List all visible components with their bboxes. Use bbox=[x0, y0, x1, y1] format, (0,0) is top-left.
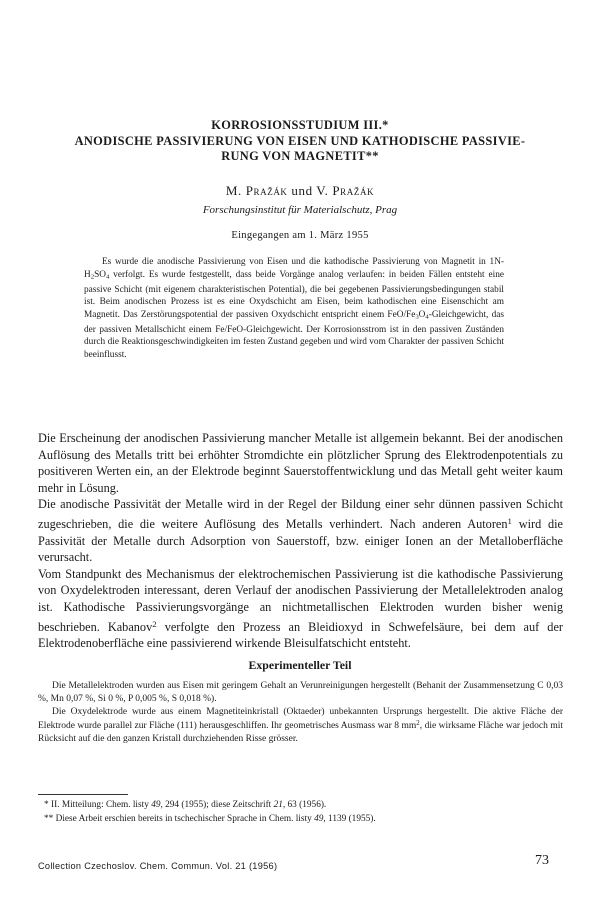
author-1-initial: M. bbox=[225, 183, 246, 198]
abstract bbox=[84, 256, 504, 361]
experimental-paragraph-2 bbox=[38, 706, 563, 746]
volume-number: 21, bbox=[273, 800, 286, 810]
footnote-text: Diese Arbeit erschien bereits in tschechischer Sprache in Chem. listy bbox=[55, 813, 315, 824]
experimental-text: Die Oxydelektrode wurde aus einem Magnetiteinkristall (Oktaeder) unbekannten Ursprungs hergestellt. Die aktive Fläche der Elektrode wurde parallel zur Fläche (111) herausgeschliffen. Ihr geometrisches Ausmass war 8 mm bbox=[38, 706, 563, 732]
volume-number: 49, bbox=[151, 800, 163, 810]
footnote-divider bbox=[38, 794, 128, 795]
body-text-span: Vom Standpunkt des Mechanismus der elektrochemischen Passivierung ist die kathodische Passivierung von Oxydelektroden interessant, deren Verlauf der anodischen Passivierung der Metallelektroden analog ist. Kathodische Passivierungsvorgänge an nichtmetallischen Elektroden wurden bisher wenig beschrieben. Kabanov bbox=[38, 566, 563, 634]
author-connector: und bbox=[287, 183, 317, 198]
footnote-text: 63 (1956). bbox=[285, 800, 327, 810]
abstract-text: verfolgt. Es wurde festgestellt, dass beide Vorgänge analog verlaufen: in beiden Fällen entsteht eine passive Schicht (mit eigenem charakteristischen Potential), die bei gegebenen Passivierungsbedingungen stabil ist. Beim anodischen Prozess ist es eine Oxydschicht am Eisen, beim kathodischen eine Eisenschicht am Magnetit. Das Zerstörungspotential der passiven Oxydschicht entspricht einem FeO/Fe bbox=[84, 269, 504, 320]
footnote-text: 1139 (1955). bbox=[325, 813, 376, 824]
footnote-text: 294 (1955); diese Zeitschrift bbox=[162, 800, 274, 810]
title-line-3: RUNG VON MAGNETIT** bbox=[221, 149, 379, 163]
abstract-text: -Gleichgewicht, das der passiven Metallschicht einem Fe/FeO-Gleichgewicht. Der Korrosionsstrom ist in den passiven Zuständen durch die Reaktionsgeschwindigkeiten im festen Zustand gegeben und wird vom Charakter der passiven Schicht beeinflusst. bbox=[84, 309, 504, 360]
superscript: 2 bbox=[416, 720, 420, 728]
footnotes bbox=[44, 799, 563, 826]
author-1-surname: Pražák bbox=[245, 183, 288, 198]
title-line-1: KORROSIONSSTUDIUM III.* bbox=[211, 118, 389, 132]
footnote-2 bbox=[44, 813, 563, 827]
footnote-text: II. Mitteilung: Chem. listy bbox=[50, 800, 152, 810]
body-paragraph-1: Die Erscheinung der anodischen Passivierung mancher Metalle ist allgemein bekannt. Bei der anodischen Auflösung des Metalls tritt bei erhöhter Stromdichte ein plötzlicher Sprung des Elektrodenpotentials zu positiveren Werten ein, an der Elektrode beginnt Sauerstoffentwicklung und das Metall geht weiter kaum mehr in Lösung. bbox=[38, 431, 563, 495]
section-heading: Experimenteller Teil bbox=[248, 658, 352, 672]
volume-number: 49, bbox=[314, 813, 326, 824]
body-text-span: verfolgte den Prozess an Bleidioxyd in Schwefelsäure, bei dem auf der Elektrodenoberfläche eine passivierend wirkende Bleisulfatschicht entsteht. bbox=[38, 619, 563, 651]
article-title bbox=[20, 118, 580, 165]
author-2-surname: Pražák bbox=[332, 183, 375, 198]
subscript: 4 bbox=[105, 273, 110, 281]
abstract-paragraph bbox=[84, 256, 504, 361]
received-date: Eingegangen am 1. März 1955 bbox=[231, 230, 369, 241]
experimental-paragraph-1: Die Metallelektroden wurden aus Eisen mit geringem Gehalt an Verunreinigungen hergestellt (Behanit der Zusammensetzung C 0,03 %, Mn 0,07 %, Si 0 %, P 0,005 %, S 0,018 %). bbox=[38, 681, 563, 704]
institute: Forschungsinstitut für Materialschutz, Prag bbox=[202, 204, 398, 216]
authors bbox=[0, 183, 600, 199]
footnote-mark: * bbox=[44, 800, 51, 810]
title-line-2: ANODISCHE PASSIVIERUNG VON EISEN UND KATHODISCHE PASSIVIE- bbox=[74, 133, 526, 148]
reference-mark: 1 bbox=[507, 515, 512, 526]
journal-footer: Collection Czechoslov. Chem. Commun. Vol. 21 (1956) bbox=[38, 861, 278, 871]
experimental-text: , die wirksame Fläche war jedoch mit Rücksicht auf die den ganzen Kristall durchziehenden Risse grösser. bbox=[38, 721, 564, 745]
body-paragraph-2 bbox=[38, 496, 563, 565]
body-paragraph-3 bbox=[38, 566, 563, 652]
footnote-mark: ** bbox=[44, 813, 56, 824]
body-text bbox=[38, 430, 563, 652]
reference-mark: 2 bbox=[152, 618, 157, 629]
author-2-initial: V. bbox=[316, 183, 333, 198]
abstract-text: Es wurde die anodische Passivierung von Eisen und die kathodische Passivierung von Magnetit in 1N-H bbox=[84, 257, 504, 280]
subscript: 3 bbox=[415, 313, 419, 321]
footnote-1 bbox=[44, 799, 563, 813]
experimental-section bbox=[38, 680, 563, 746]
subscript: 2 bbox=[90, 273, 95, 281]
subscript: 4 bbox=[425, 313, 429, 321]
abstract-text: SO bbox=[94, 269, 106, 280]
body-text-span: wird die Passivität der Metalle durch Adsorption von Sauerstoff, bzw. einiger Ionen an der Metalloberfläche verursacht. bbox=[38, 516, 563, 565]
body-text-span: Die anodische Passivität der Metalle wird in der Regel der Bildung einer sehr dünnen passiven Schicht zugeschrieben, die die weitere Auflösung des Metalls verhindert. Nach anderen Autoren bbox=[38, 497, 563, 531]
page-number: 73 bbox=[535, 853, 549, 868]
abstract-text: O bbox=[418, 309, 426, 320]
